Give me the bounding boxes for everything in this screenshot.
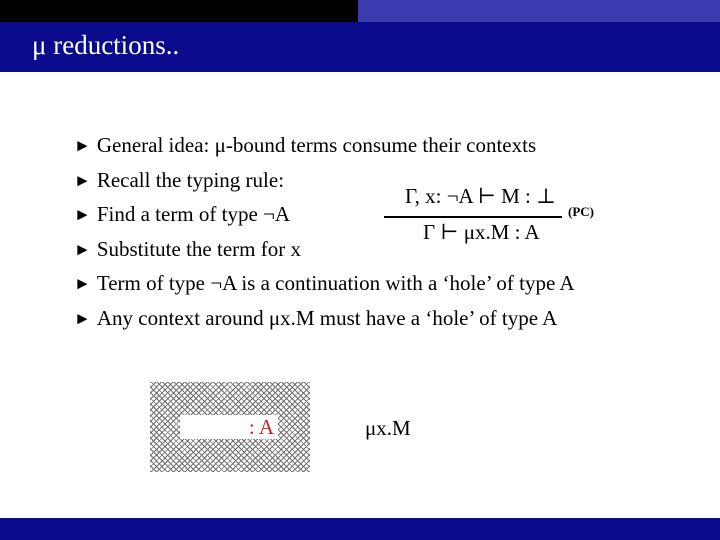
bullet-text: Recall the typing rule: [96, 167, 285, 192]
bullet-triangle-icon: ► [74, 136, 91, 155]
bullet-text: Substitute the term for x [96, 236, 301, 261]
typing-rule-premise: Γ, x: ¬A ⊢ M : ⊥ [405, 184, 556, 208]
hole-type-label: : A [248, 415, 274, 439]
typing-rule-label: (PC) [568, 204, 594, 219]
inference-line [384, 216, 562, 218]
context-diagram [150, 382, 310, 472]
slide-title: μ reductions.. [32, 30, 180, 60]
bullet-text: Any context around μx.M must have a ‘hole’ of type A [96, 305, 558, 330]
title-bar-top-black [0, 0, 358, 22]
bottom-bar [0, 518, 720, 540]
bullet-triangle-icon: ► [74, 274, 91, 293]
bullet-triangle-icon: ► [74, 308, 91, 328]
typing-rule-conclusion: Γ ⊢ μx.M : A [423, 220, 540, 244]
bullet-item [74, 266, 575, 301]
context-hole [180, 415, 278, 439]
bullet-text: Find a term of type ¬A [96, 202, 291, 226]
bullet-triangle-icon: ► [74, 205, 91, 224]
title-bar [0, 0, 720, 72]
bullet-item [74, 301, 575, 336]
bullet-triangle-icon: ► [74, 239, 91, 259]
typing-rule [380, 178, 620, 252]
bullet-item [74, 128, 575, 163]
mu-term-label: μx.M [365, 416, 411, 440]
title-bar-top-blue [358, 0, 720, 22]
bullet-text: General idea: μ-bound terms consume their contexts [96, 133, 537, 157]
bullet-triangle-icon: ► [74, 170, 91, 190]
bullet-text: Term of type ¬A is a continuation with a ‘hole’ of type A [96, 271, 575, 295]
